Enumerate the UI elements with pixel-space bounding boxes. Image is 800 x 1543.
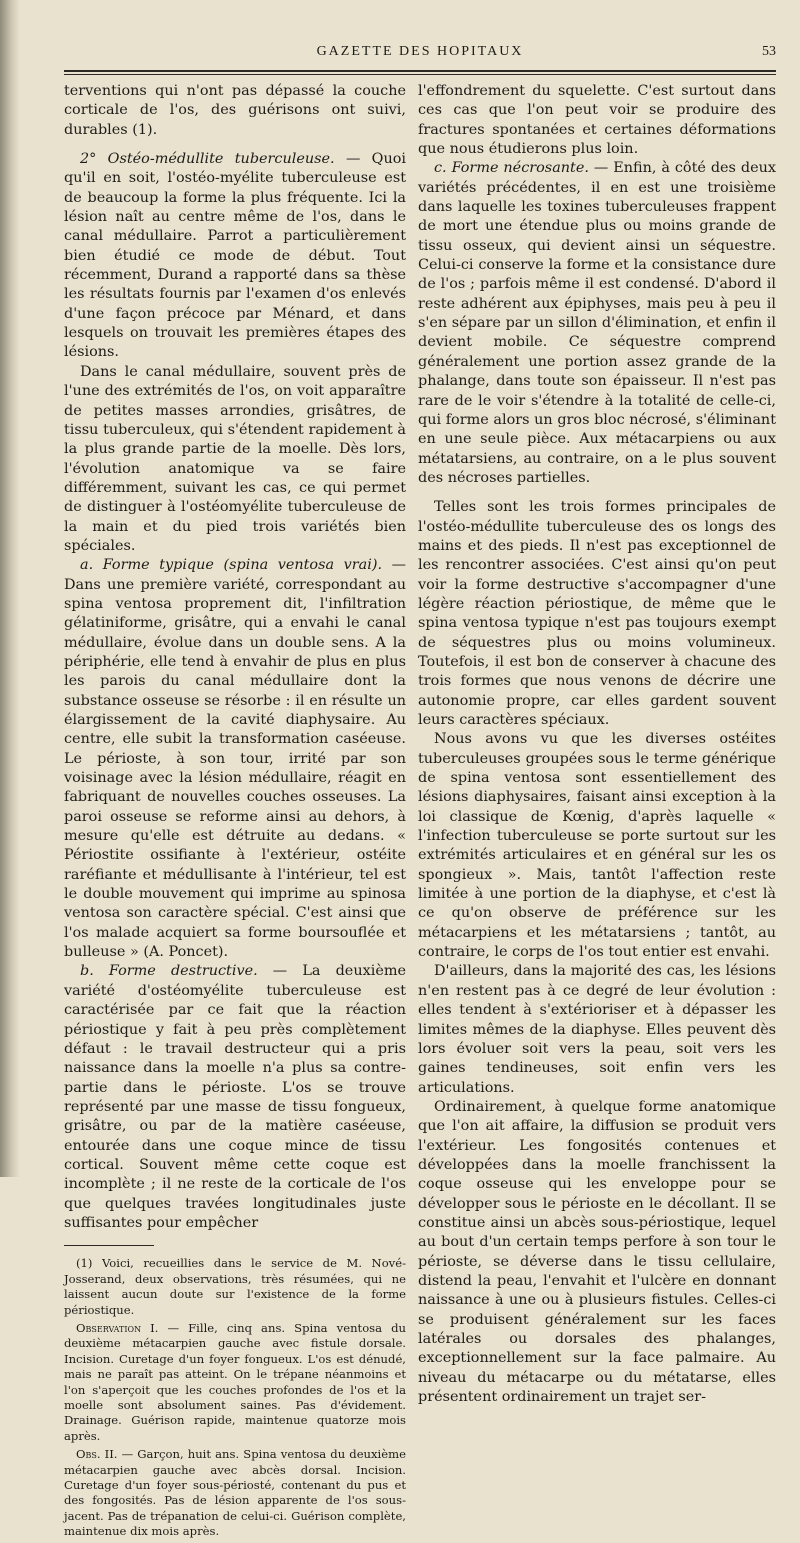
footnote-text: — Garçon, huit ans. Spina ventosa du deuxième métacarpien gauche avec abcès dorsal. Incision. Curetage d'un foyer sous-périosté, contenant du pus et des fongosités. Pas de lésion apparente de l'os sous-jacent. Pas de trépanation de celui-ci. Guérison complète, maintenue dix mois après.	[64, 1447, 406, 1539]
paragraph: Ordinairement, à quelque forme anatomique que l'on ait affaire, la diffusion se produit vers l'extérieur. Les fongosités contenues et développées dans la moelle franchissent la coque osseuse qui les enveloppe pour se développer sous le périoste en le décollant. Il se constitue ainsi un abcès sous-périostique, lequel au bout d'un certain temps perfore à son tour le périoste, se déverse dans le tissu cellulaire, distend la peau, l'envahit et l'ulcère en donnant naissance à une ou à plusieurs fistules. Celles-ci se produisent généralement sur les faces latérales ou dorsales des phalanges, exceptionnellement sur la face palmaire. Au niveau du métacarpe ou du métatarse, elles présentent ordinairement un trajet ser-	[418, 1098, 776, 1406]
paragraph-text: — Enfin, à côté des deux variétés précédentes, il en est une troisième dans laquelle les toxines tuberculeuses frappent de mort une étendue plus ou moins grande de tissu osseux, qui devient ainsi un séquestre. Celui-ci conserve la forme et la consistance dure de l'os ; parfois même il est condensé. D'abord il reste adhérent aux épiphyses, mais peu à peu il s'en sépare par un sillon d'élimination, et enfin il devient mobile. Ce séquestre comprend généralement une portion assez grande de la phalange, dans toute son épaisseur. Il n'est pas rare de le voir s'étendre à la totalité de celle-ci, qui forme alors un gros bloc nécrosé, s'éliminant en une seule pièce. Aux métacarpiens ou aux métatarsiens, au contraire, on a le plus souvent des nécroses partielles.	[418, 160, 776, 486]
paragraph-text: — Dans une première variété, correspondant au spina ventosa proprement dit, l'infiltration gélatiniforme, grisâtre, qui a envahi le canal médullaire, évolue dans un double sens. A la périphérie, elle tend à envahir de plus en plus les parois du canal médullaire dont la substance osseuse se résorbe : il en résulte un élargissement de la cavité diaphysaire. Au centre, elle subit la transformation caséeuse. Le périoste, à son tour, irrité par son voisinage avec la lésion médullaire, réagit en fabriquant de nouvelles couches osseuses. La paroi osseuse se reforme ainsi au dehors, à mesure qu'elle est détruite au dedans. « Périostite ossifiante à l'extérieur, ostéite raréfiante et médullisante à l'intérieur, tel est le double mouvement qui imprime au spinosa ventosa son caractère spécial. C'est ainsi que l'os malade acquiert sa forme boursouflée et bulleuse » (A. Poncet).	[64, 557, 406, 961]
paragraph: D'ailleurs, dans la majorité des cas, les lésions n'en restent pas à ce degré de leur évolution : elles tendent à s'extérioriser et à dépasser les limites mêmes de la diaphyse. Elles peuvent dès lors évoluer soit vers la peau, soit vers les gaines tendineuses, soit enfin vers les articulations.	[418, 963, 776, 1096]
observation-label: Obs. II.	[76, 1447, 118, 1462]
paragraph	[418, 159, 776, 488]
paragraph: Telles sont les trois formes principales de l'ostéo-médullite tuberculeuse des os longs des mains et des pieds. Il n'est pas exceptionnel de les rencontrer associées. C'est ainsi qu'on peut voir la forme destructive s'accompagner d'une légère réaction périostique, de même que le spina ventosa typique n'est pas toujours exempt de séquestres plus ou moins volumineux. Toutefois, il est bon de conserver à chacune des trois formes que nous venons de décrire une autonomie propre, car elles gardent souvent leurs caractères spéciaux.	[418, 499, 776, 728]
footnote: (1) Voici, recueillies dans le service de M. Nové-Josserand, deux observations, très résumées, qui ne laissent aucun doute sur l'existence de la forme périostique.	[64, 1256, 406, 1317]
journal-title: GAZETTE DES HOPITAUX	[316, 44, 524, 59]
observation-label: Observation I.	[76, 1320, 159, 1335]
book-spine-shadow	[0, 0, 20, 1177]
header-rule-thin	[64, 74, 776, 75]
footnote-text: — Fille, cinq ans. Spina ventosa du deuxième métacarpien gauche avec fistule dorsale. Incision. Curetage d'un foyer fongueux. L'os est dénudé, mais ne paraît pas atteint. On le trépane néanmoins et l'on s'aperçoit que les couches profondes de l'os et la moelle sont absolument saines. Pas d'évidement. Drainage. Guérison rapide, maintenue quatorze mois après.	[64, 1320, 406, 1443]
footnote	[64, 1321, 406, 1444]
footnote-rule	[64, 1245, 154, 1246]
page-number: 53	[762, 44, 776, 59]
left-column	[64, 82, 406, 1543]
paragraph: Nous avons vu que les diverses ostéites tuberculeuses groupées sous le terme générique de spina ventosa sont essentiellement des lésions diaphysaires, faisant ainsi exception à la loi classique de Kœnig, d'après laquelle « l'infection tuberculeuse se porte surtout sur les extrémités articulaires et en général sur les os spongieux ». Mais, tantôt l'affection reste limitée à une portion de la diaphyse, et c'est là ce qu'on observe de préférence sur les métacarpiens et les métatarsiens ; tantôt, au contraire, le corps de l'os tout entier est envahi.	[418, 731, 776, 961]
paragraph	[64, 150, 406, 363]
paragraph	[64, 556, 406, 962]
paragraph: Dans le canal médullaire, souvent près de l'une des extrémités de l'os, on voit apparaître de petites masses arrondies, grisâtres, de tissu tuberculeux, qui s'étendent rapidement à la plus grande partie de la moelle. Dès lors, l'évolution anatomique va se faire différemment, suivant les cas, ce qui permet de distinguer à l'ostéomyélite tuberculeuse de la main et du pied trois variétés bien spéciales.	[64, 363, 406, 554]
journal-page	[28, 0, 788, 1539]
paragraph: terventions qui n'ont pas dépassé la couche corticale de l'os, des guérisons ont suivi, durables (1).	[64, 83, 406, 138]
footnote	[64, 1447, 406, 1539]
section-heading: b. Forme destructive.	[80, 963, 258, 980]
paragraph: l'effondrement du squelette. C'est surtout dans ces cas que l'on peut voir se produire des fractures spontanées et certaines déformations que nous étudierons plus loin.	[418, 83, 776, 158]
page-header	[64, 44, 776, 64]
paragraph-text: — La deuxième variété d'ostéomyélite tuberculeuse est caractérisée par ce fait que la réaction périostique y fait à peu près complètement défaut : le travail destructeur qui a pris naissance dans la moelle n'a plus sa contre-partie dans le périoste. L'os se trouve représenté par une masse de tissu fongueux, grisâtre, ou par de la matière caséeuse, entourée dans une coque mince de tissu cortical. Souvent même cette coque est incomplète ; il ne reste de la corticale de l'os que quelques travées longitudinales juste suffisantes pour empêcher	[64, 963, 406, 1231]
right-column	[418, 82, 776, 1407]
paragraph-text: — Quoi qu'il en soit, l'ostéo-myélite tuberculeuse est de beaucoup la forme la plus fréquente. Ici la lésion naît au centre même de l'os, dans le canal médullaire. Parrot a particulièrement bien étudié ce mode de début. Tout récemment, Durand a rapporté dans sa thèse les résultats fournis par l'examen d'os enlevés d'une façon précoce par Ménard, et dans lesquels on trouvait les premières étapes des lésions.	[64, 151, 407, 361]
section-heading: 2° Ostéo-médullite tuberculeuse.	[80, 151, 335, 168]
paragraph	[64, 962, 406, 1233]
header-rule-thick	[64, 70, 776, 72]
section-heading: c. Forme nécrosante.	[434, 160, 589, 177]
footnotes	[64, 1256, 406, 1539]
section-heading: a. Forme typique (spina ventosa vrai).	[80, 557, 383, 574]
